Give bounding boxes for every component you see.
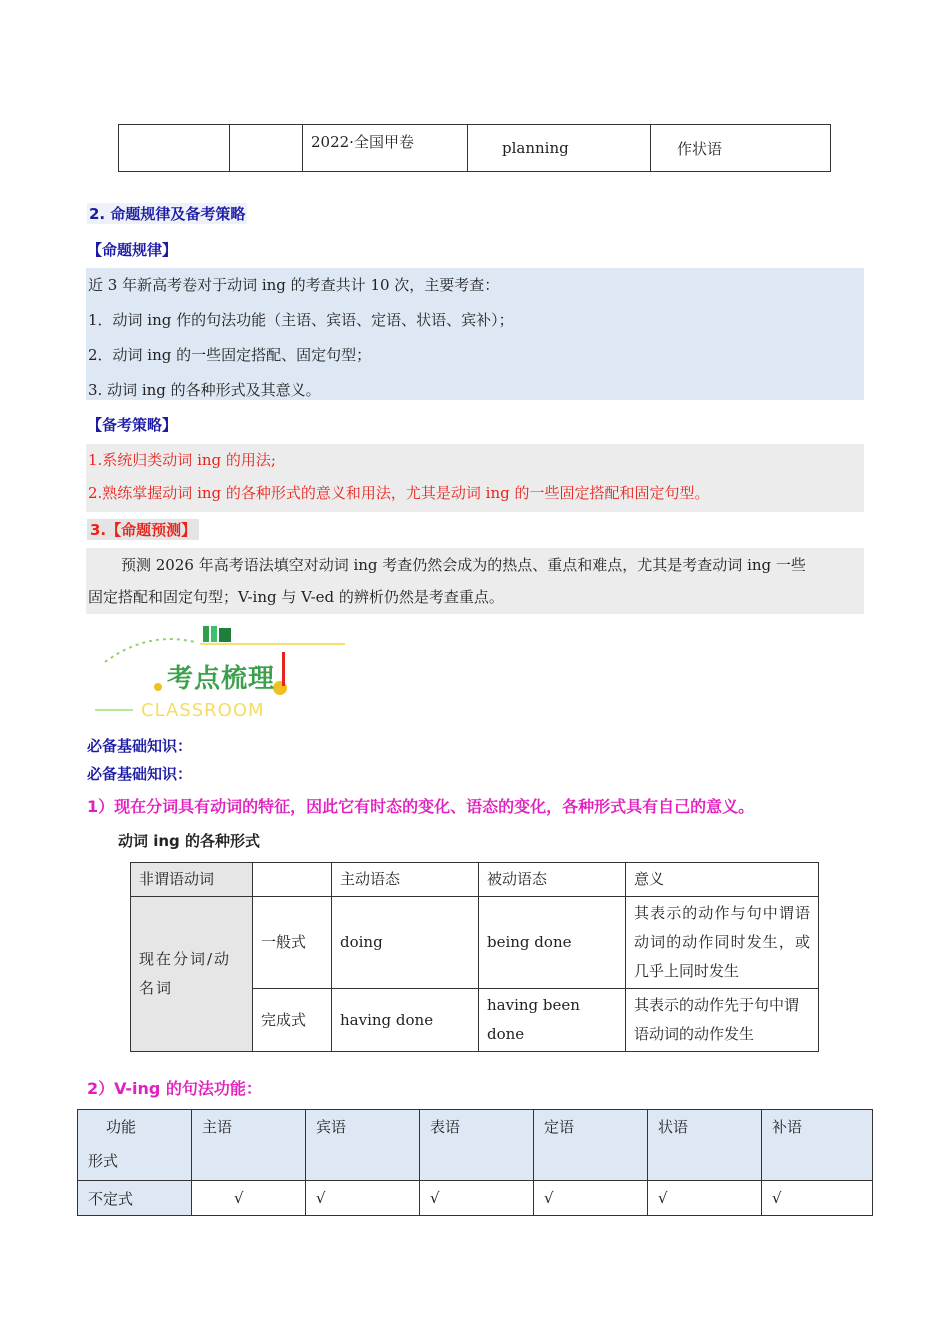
table-header-cell: 状语 [648,1110,762,1181]
section2-title: 2. 命题规律及备考策略 [89,205,246,223]
table-cell: having done [332,989,479,1052]
rule-line: 1．动词 ing 作的句法功能（主语、宾语、定语、状语、宾补）； [88,311,514,329]
table-header-cell: 补语 [762,1110,873,1181]
top-table [118,124,831,172]
check-cell: √ [420,1181,534,1216]
table-cell: having been done [479,989,626,1052]
table-header-cell: 被动语态 [479,863,626,897]
table-cell: 其表示的动作与句中谓语动词的动作同时发生，或几乎上同时发生 [626,897,819,989]
strategy-label: 【备考策略】 [87,416,178,434]
basics-label: 必备基础知识： [87,737,193,755]
table-cell: doing [332,897,479,989]
forecast-line: 固定搭配和固定句型；V-ing 与 V-ed 的辨析仍然是考查重点。 [88,588,504,606]
row-label-cell: 现在分词/动名词 [131,897,253,1052]
rule-line: 近 3 年新高考卷对于动词 ing 的考查共计 10 次，主要考查： [88,276,500,294]
basics-label: 必备基础知识： [87,765,193,783]
table-cell: planning [468,125,651,172]
table-row [78,1181,873,1216]
function-table [77,1109,873,1216]
rule-box [86,268,864,400]
check-cell: √ [306,1181,420,1216]
table-cell [230,125,303,172]
table-row [78,1110,873,1181]
table-header-cell: 意义 [626,863,819,897]
forecast-line: 预测 2026 年高考语法填空对动词 ing 考查仍然会成为的热点、重点和难点，尤其是考查动词 ing 一些 [121,556,806,574]
table-cell: 2022·全国甲卷 [303,125,468,172]
point1-text: 1）现在分词具有动词的特征，因此它有时态的变化、语态的变化，各种形式具有自己的意义。 [87,797,755,816]
check-cell: √ [534,1181,648,1216]
table-header-cell: 主语 [192,1110,306,1181]
banner-accent [282,652,285,686]
table-header-cell: 非谓语动词 [131,863,253,897]
table-header-cell [253,863,332,897]
table-header-cell: 表语 [420,1110,534,1181]
table-row [131,897,819,989]
check-cell: √ [648,1181,762,1216]
table-cell: being done [479,897,626,989]
forms-table [130,862,819,1052]
table-cell: 其表示的动作先于句中谓语动词的动作发生 [626,989,819,1052]
table-header-cell: 定语 [534,1110,648,1181]
table-cell [119,125,230,172]
banner-subtitle: CLASSROOM [141,700,265,721]
table-cell: 一般式 [253,897,332,989]
banner-title: 考点梳理 [167,664,276,694]
classroom-banner [95,620,355,720]
table-row [131,863,819,897]
check-cell: √ [762,1181,873,1216]
forms-caption: 动词 ing 的各种形式 [118,832,261,850]
rule-label: 【命题规律】 [87,241,178,259]
strategy-line: 1.系统归类动词 ing 的用法; [88,451,276,469]
table-cell: 完成式 [253,989,332,1052]
point2-text: 2）V-ing 的句法功能： [87,1079,262,1098]
check-cell: √ [192,1181,306,1216]
table-cell: 作状语 [651,125,831,172]
corner-top: 功能 [106,1118,137,1136]
strategy-box [86,444,864,512]
rule-line: 3. 动词 ing 的各种形式及其意义。 [88,381,321,399]
table-row [119,125,831,172]
table-header-cell: 主动语态 [332,863,479,897]
row-label-cell: 不定式 [78,1181,192,1216]
rule-line: 2．动词 ing 的一些固定搭配、固定句型； [88,346,372,364]
strategy-line: 2.熟练掌握动词 ing 的各种形式的意义和用法，尤其是动词 ing 的一些固定搭配和固定句型。 [88,484,710,502]
section3-title: 3.【命题预测】 [87,519,199,540]
corner-bottom: 形式 [88,1152,119,1170]
table-header-cell: 宾语 [306,1110,420,1181]
corner-cell [78,1110,192,1181]
forecast-box [86,548,864,614]
